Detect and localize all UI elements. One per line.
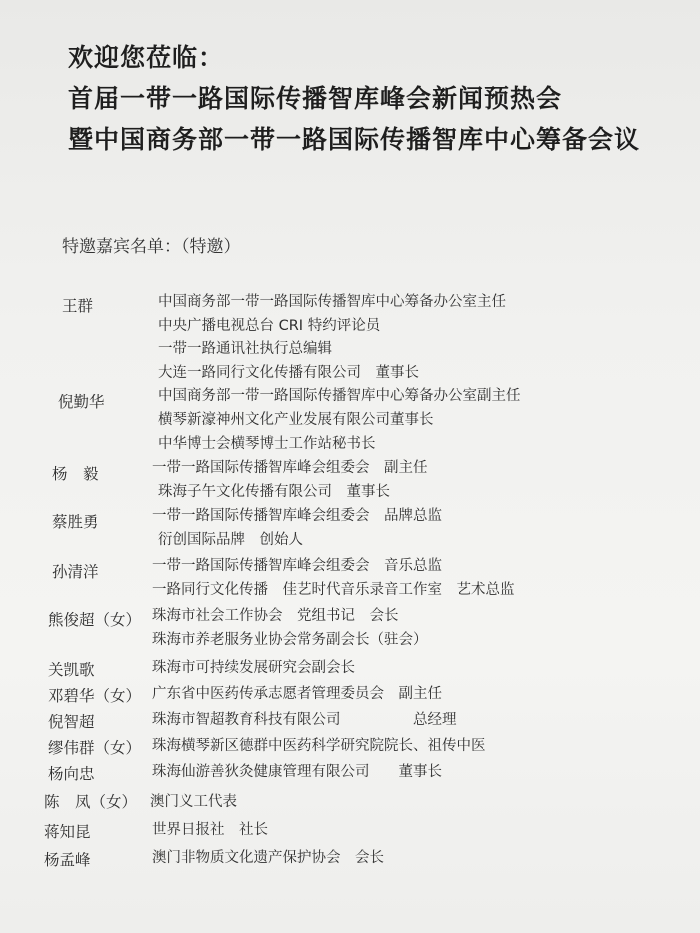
guest-title: 广东省中医药传承志愿者管理委员会 副主任 (152, 686, 442, 702)
guest-title: 珠海横琴新区德群中医药科学研究院院长、祖传中医 (152, 738, 486, 754)
guest-title: 珠海仙游善狄灸健康管理有限公司 董事长 (152, 764, 442, 780)
guest-name: 孙清洋 (52, 563, 99, 581)
guest-title: 一带一路通讯社执行总编辑 (158, 341, 332, 357)
guest-title: 横琴新濠神州文化产业发展有限公司董事长 (158, 412, 434, 428)
guest-title: 澳门非物质文化遗产保护协会 会长 (152, 850, 384, 866)
guest-name: 关凯歌 (48, 661, 95, 679)
guest-title: 大连一路同行文化传播有限公司 董事长 (158, 365, 419, 381)
guest-title: 衍创国际品牌 创始人 (158, 532, 303, 548)
guest-name: 杨孟峰 (44, 851, 91, 869)
guest-title: 世界日报社 社长 (152, 822, 268, 838)
guest-title: 中国商务部一带一路国际传播智库中心筹备办公室主任 (158, 294, 506, 310)
guest-name: 杨 毅 (52, 465, 99, 483)
guest-title: 珠海市可持续发展研究会副会长 (152, 660, 355, 676)
guest-title: 中央广播电视总台 CRI 特约评论员 (158, 318, 381, 334)
guest-name: 倪智超 (48, 713, 95, 731)
guest-name: 倪勤华 (58, 393, 105, 411)
guest-title: 澳门义工代表 (150, 794, 237, 810)
guest-name: 陈 凤（女） (44, 793, 138, 811)
guest-list-heading: 特邀嘉宾名单：（特邀） (62, 237, 241, 257)
guest-title: 中华博士会横琴博士工作站秘书长 (158, 436, 376, 452)
guest-title: 一带一路国际传播智库峰会组委会 副主任 (152, 460, 428, 476)
guest-title: 一路同行文化传播 佳艺时代音乐录音工作室 艺术总监 (152, 582, 515, 598)
guest-title: 珠海市养老服务业协会常务副会长（驻会） (152, 632, 428, 648)
guest-name: 杨向忠 (48, 765, 95, 783)
guest-name: 熊俊超（女） (48, 611, 142, 629)
guest-title: 一带一路国际传播智库峰会组委会 音乐总监 (152, 558, 442, 574)
guest-title: 一带一路国际传播智库峰会组委会 品牌总监 (152, 508, 442, 524)
guest-title: 珠海市智超教育科技有限公司 总经理 (152, 712, 457, 728)
guest-name: 蔡胜勇 (52, 513, 99, 531)
event-title-line2: 暨中国商务部一带一路国际传播智库中心筹备会议 (68, 125, 641, 154)
guest-title: 珠海市社会工作协会 党组书记 会长 (152, 608, 399, 624)
guest-title: 中国商务部一带一路国际传播智库中心筹备办公室副主任 (158, 388, 521, 404)
event-title-line1: 首届一带一路国际传播智库峰会新闻预热会 (68, 84, 563, 113)
guest-name: 蒋知昆 (44, 823, 91, 841)
guest-name: 王群 (62, 297, 94, 315)
welcome-heading: 欢迎您莅临： (68, 43, 225, 72)
guest-name: 邓碧华（女） (48, 687, 142, 705)
guest-name: 缪伟群（女） (48, 739, 142, 757)
guest-title: 珠海子午文化传播有限公司 董事长 (158, 484, 390, 500)
